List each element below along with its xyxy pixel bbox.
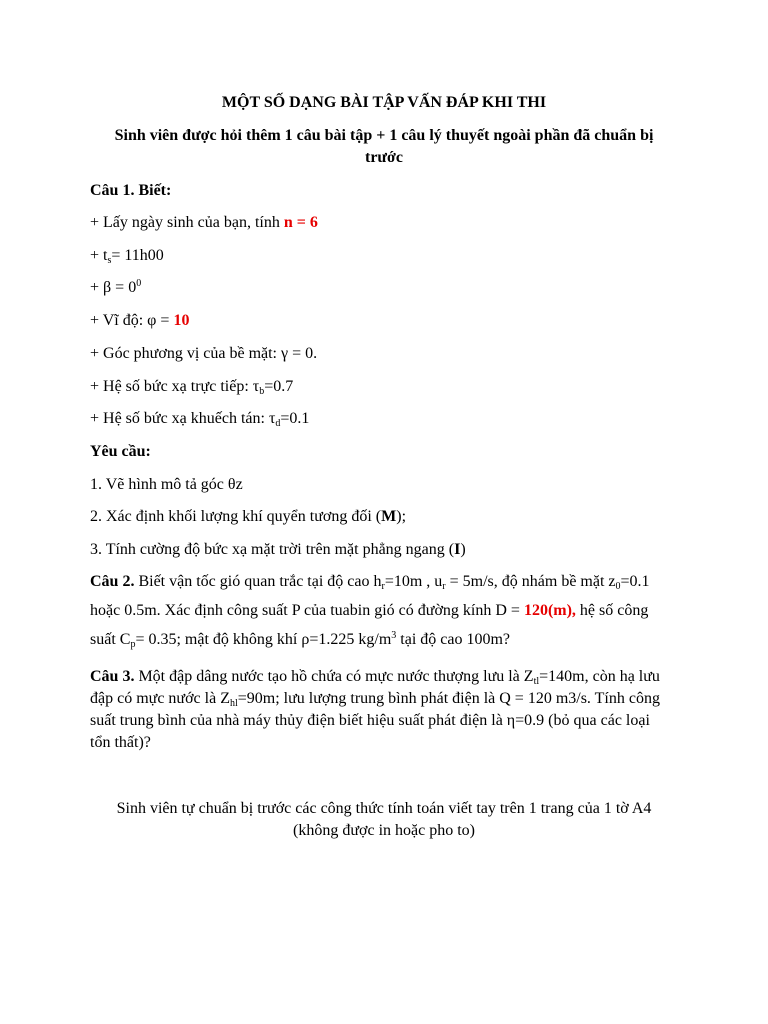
subtitle-line-2: trước — [365, 149, 403, 166]
cau2-line-1: Câu 2. Biết vận tốc gió quan trắc tại độ cao $h_r=10m$ , $u_r = 5m/s$, độ nhám bề mặt $z_0=0.1$ — [90, 573, 650, 592]
requirement-2: 2. Xác định khối lượng khí quyển tương đối (M); — [90, 508, 407, 525]
footer-line-2: (không được in hoặc pho to) — [293, 822, 475, 839]
footer-line-1: Sinh viên tự chuẩn bị trước các công thức tính toán viết tay trên 1 trang của 1 tờ A4 — [116, 800, 652, 817]
given-beta: + $\beta = 0^0$ — [90, 278, 142, 296]
cau2-line-2: hoặc 0.5m. Xác định công suất P của tuabin gió có đường kính D = 120(m), hệ số công — [90, 602, 649, 619]
requirements-heading: Yêu cầu: — [90, 443, 151, 460]
cau2-line-3: suất $C_p= 0.35$; mật độ không khí ρ=1.225 $kg/m^3$ tại độ cao 100m? — [90, 630, 511, 650]
requirement-3: 3. Tính cường độ bức xạ mặt trời trên mặt phẳng ngang (I) — [90, 541, 466, 558]
given-latitude: + Vĩ độ: φ = 10 — [90, 312, 190, 329]
requirement-1: 1. Vẽ hình mô tả góc θz — [90, 476, 243, 493]
cau3-line-4: tổn thất)? — [90, 734, 151, 751]
page-title: MỘT SỐ DẠNG BÀI TẬP VẤN ĐÁP KHI THI — [221, 94, 547, 111]
cau3-line-1: Câu 3. Một đập dâng nước tạo hồ chứa có mực nước thượng lưu là $Z_{tl}=140m$, còn hạ lưu — [90, 668, 660, 687]
cau3-line-2: đập có mực nước là $Z_{hl}=90m$; lưu lượng trung bình phát điện là Q = 120 m3/s. Tính công — [90, 690, 660, 709]
given-birthday: + Lấy ngày sinh của bạn, tính n = 6 — [90, 214, 318, 231]
cau1-heading: Câu 1. Biết: — [90, 182, 172, 199]
given-ts: + $t_s= 11h00$ — [90, 247, 164, 266]
given-direct-coefficient: + Hệ số bức xạ trực tiếp: $\tau_b=0.7$ — [90, 378, 294, 397]
given-diffuse-coefficient: + Hệ số bức xạ khuếch tán: $\tau_d=0.1$ — [90, 410, 310, 429]
subtitle-line-1: Sinh viên được hỏi thêm 1 câu bài tập + 1 câu lý thuyết ngoài phần đã chuẩn bị — [114, 127, 654, 144]
cau3-line-3: suất trung bình của nhà máy thủy điện biết hiệu suất phát điện là η=0.9 (bỏ qua các loại — [90, 712, 650, 729]
given-azimuth: + Góc phương vị của bề mặt: γ = 0. — [90, 345, 318, 362]
